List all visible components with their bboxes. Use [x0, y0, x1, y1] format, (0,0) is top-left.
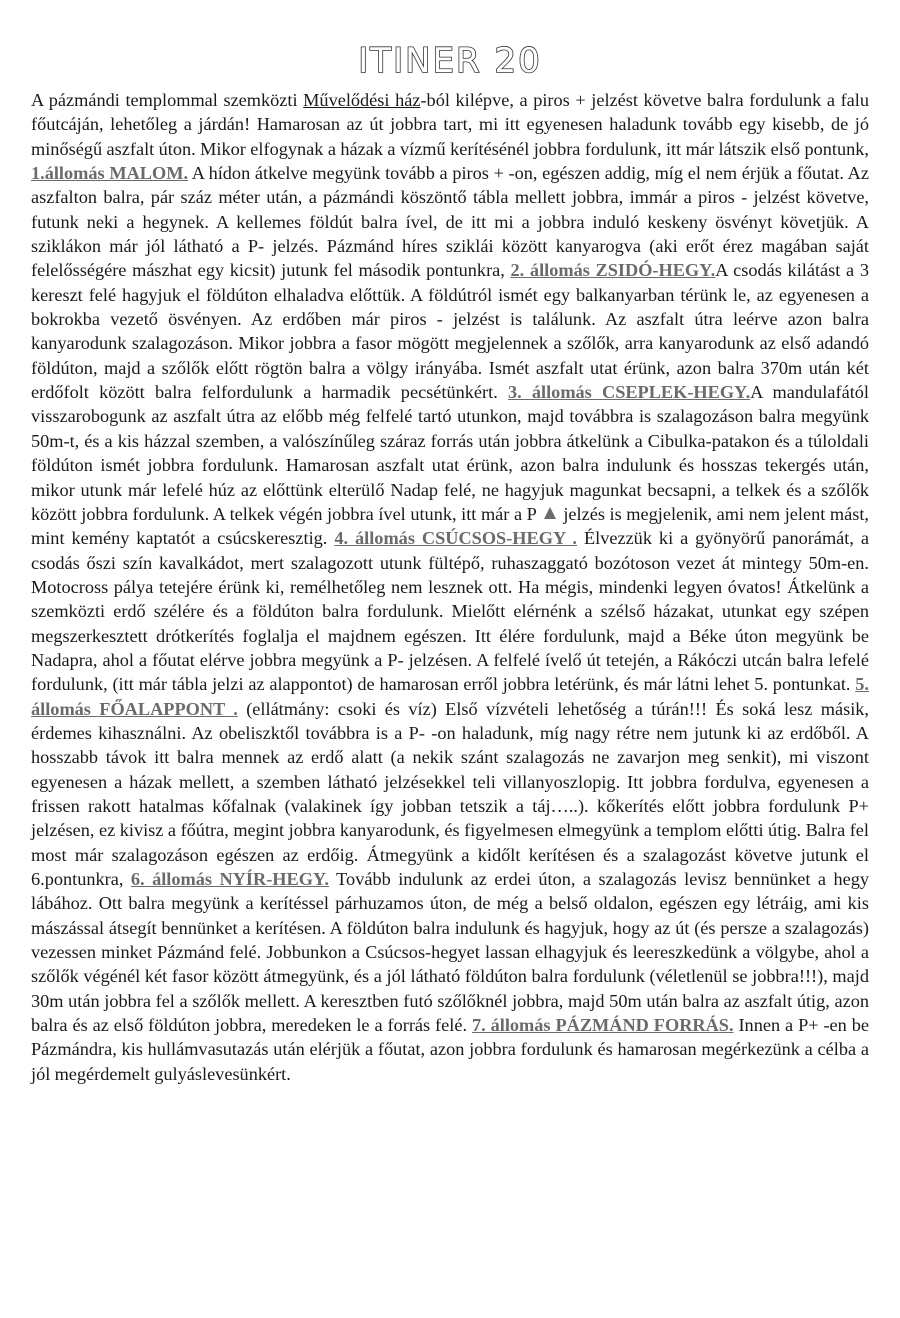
- text-run: Innen a P+ -en be Pázmándra, kis hullámvasutazás után elérjük a főutat, azon jobbra fordulunk és hamarosan megérkezünk a célba a jól megérdemelt gulyáslevesünkért.: [31, 1015, 869, 1084]
- station-2-label: 2. állomás ZSIDÓ-HEGY.: [510, 260, 716, 281]
- text-run: -ból kilépve, a piros + jelzést követve balra fordulunk a falu főutcáján, lehetőleg a járdán! Hamarosan az út jobbra tart, mi itt egyenesen haladunk tovább egy kisebb, de jó minőségű aszfalt úton. Mikor elfogynak a házak a vízmű kerítésénél jobbra fordulunk, itt már látszik első pontunk,: [31, 90, 869, 159]
- text-run: Tovább indulunk az erdei úton, a szalagozás levisz bennünket a hegy lábához. Ott balra megyünk a kerítéssel párhuzamos úton, de még a belső oldalon, egészen egy létráig, ami kis mászással átsegít bennünket a kerítésen. A földúton balra indulunk és hagyjuk, hogy az út (és persze a szalagozás) vezessen minket Pázmánd felé. Jobbunkon a Csúcsos-hegyet lassan elhagyjuk és leereszkedünk a völgybe, ahol a szőlők végénél két fasor között átmegyünk, és a jól látható földúton balra fordulunk (véletlenül se jobbra!!!), majd 30m után jobbra fel a szőlők mellett. A keresztben futó szőlőknél jobbra, majd 50m után balra az aszfalt útig, azon balra és az első földúton jobbra, meredeken le a forrás felé.: [31, 869, 870, 1036]
- text-run: A csodás kilátást a 3 kereszt felé hagyjuk el földúton elhaladva előttük. A földútról ismét egy balkanyarban térünk le, az egyenesen a bokrokba vezető ösvényen. Az erdőben már piros - jelzést is találunk. Az aszfalt útra leérve azon balra kanyarodunk szalagozáson. Mikor jobbra a fasor mögött megjelennek a szőlők, arra kanyarodunk az első adandó földúton, majd a szőlők előtt rögtön balra a völgy irányába. Ismét aszfalt utat érünk, azon balra 370m után két erdőfolt között balra felfordulunk a harmadik pecsétünkért.: [31, 260, 869, 403]
- itinerary-text: [31, 88, 869, 1086]
- venue-name: Művelődési ház: [303, 90, 421, 110]
- text-run: Élvezzük ki a gyönyörű panorámát, a csodás őszi szín kavalkádot, mert szalagozott utunk fültépő, ruhaszaggató bozótoson vezet át mintegy 50m-en. Motocross pálya tetejére érünk ki, remélhetőleg nem lesznek ott. Ha mégis, mindenki legyen óvatos! Átkelünk a szemközti erdő szélére és a földúton balra fordulunk. Mielőtt elérnénk a szélső házakat, utunkat egy szépen megszerkesztett drótkerítés foglalja el majdnem egészen. Itt élére fordulunk, majd a Béke úton megyünk be Nadapra, ahol a főutat elérve jobbra megyünk a P- jelzésen. A felfelé ívelő út tetején, a Rákóczi utcán balra lefelé fordulunk, (itt már tábla jelzi az alappontot) de hamarosan erről jobbra letérünk, és már látni lehet 5. pontunkat.: [31, 528, 869, 695]
- station-6-label: 6. állomás NYÍR-HEGY.: [130, 869, 330, 889]
- station-5-label: 5. állomás FŐALAPPONT .: [31, 674, 869, 719]
- station-4-label: 4. állomás CSÚCSOS-HEGY .: [334, 528, 577, 549]
- station-7-label: 7. állomás PÁZMÁND FORRÁS.: [471, 1015, 734, 1036]
- station-3-label: 3. állomás CSEPLEK-HEGY.: [507, 382, 751, 403]
- text-run: jelzés is megjelenik, ami nem jelent mást, mint kemény kaptatót a csúcskeresztig.: [31, 503, 869, 549]
- station-1-label: 1.állomás MALOM.: [31, 163, 189, 184]
- triangle-mark-icon: [544, 507, 556, 519]
- page-title: ITINER 20: [358, 40, 542, 81]
- text-run: A hídon átkelve megyünk tovább a piros + -on, egészen addig, míg el nem érjük a főutat. Az aszfalton balra, pár száz méter után, a pázmándi köszöntő tábla mellett jobbra, immár a piros - jelzést követve, futunk neki a hegynek. A kellemes földút balra ível, de itt mi a jobbra induló keskeny ösvényt követjük. A sziklákon már jól látható a P- jelzés. Pázmánd híres sziklái között kanyarogva (aki erőt érez magában saját felelősségére mászhat egy kicsit) jutunk fel második pontunkra,: [31, 163, 869, 281]
- text-run: (ellátmány: csoki és víz) Első vízvételi lehetőség a túrán!!! És soká lesz másik, érdemes kihasználni. Az obeliszktől továbbra is a P- -on haladunk, míg nagy rétre nem jutunk ki az erdőből. A hosszabb távok itt balra mennek az erdő alatt (a nekik szánt szalagozás ne zavarjon meg senkit), mi viszont egyenesen a házak mellett, a szemben látható jelzésekkel teli villanyoszlopig. Itt jobbra fordulva, egyenesen a frissen rakott hatalmas kőfalnak (valakinek így jobban tetszik a táj…..). kőkerítés előtt jobbra fordulunk P+ jelzésen, ez kivisz a főútra, megint jobbra kanyarodunk, és figyelmesen elmegyünk a templom előtti útig. Balra fel most már szalagozáson egészen az erdőig. Átmegyünk a kidőlt kerítésen és a szalagozást követve jutunk el 6.pontunkra,: [31, 698, 869, 889]
- text-run: A pázmándi templommal szemközti: [31, 90, 304, 110]
- text-run: A mandulafától visszarobogunk az aszfalt útra az előbb még felfelé tartó utunkon, majd továbbra is szalagozáson balra megyünk 50m-t, és a kis házzal szemben, a valószínűleg száraz forrás után jobbra átkelünk a Cibulka-patakon és a túloldali földúton ismét jobbra fordulunk. Hamarosan aszfalt utat érünk, azon balra indulunk és hosszas tekergés után, mikor utunk már lefelé húz az előttünk elterülő Nadap felé, ne hagyjuk magunkat becsapni, a telkek és a szőlők között jobbra fordulunk. A telkek végén jobbra ível utunk, itt már a P: [31, 382, 869, 524]
